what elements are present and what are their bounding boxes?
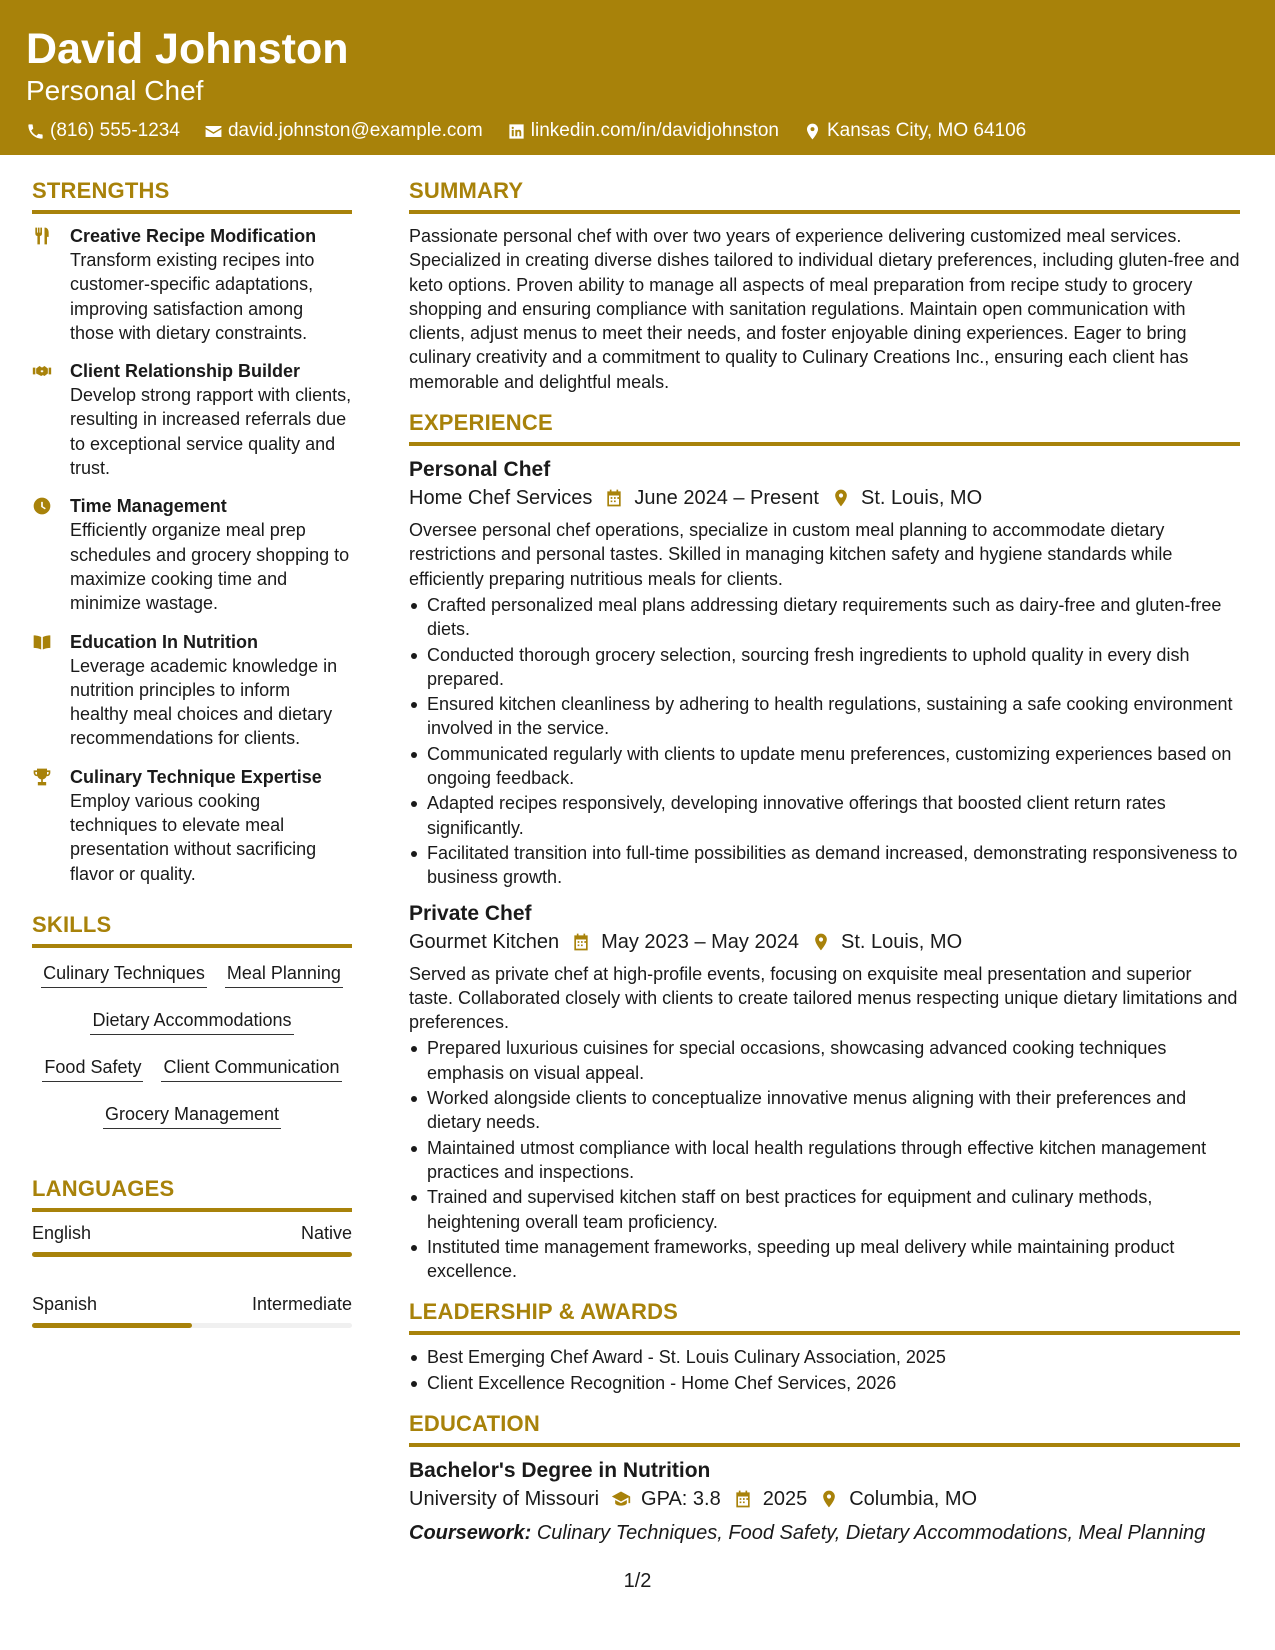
list-item: Communicated regularly with clients to update menu preferences, customizing experiences based on ongoing feedback. <box>409 742 1240 791</box>
list-item: Trained and supervised kitchen staff on best practices for equipment and culinary methods, heightening overall team proficiency. <box>409 1185 1240 1234</box>
strength-item <box>32 359 352 480</box>
handshake-icon <box>32 361 52 381</box>
gpa: GPA: 3.8 <box>641 1487 721 1510</box>
education-meta <box>409 1485 1240 1513</box>
job-description: Served as private chef at high-profile events, focusing on exquisite meal presentation and superior taste. Collaborated closely with clients to create tailored menus respecting unique dietary limitations and preferences. <box>409 963 1238 1033</box>
contact-phone[interactable] <box>26 120 180 142</box>
coursework-label: Coursework: <box>409 1521 532 1544</box>
strength-item <box>32 630 352 751</box>
map-pin-icon <box>831 488 851 508</box>
list-item: Prepared luxurious cuisines for special occasions, showcasing advanced cooking techniques emphasis on visual appeal. <box>409 1036 1240 1085</box>
strengths-heading: STRENGTHS <box>32 178 352 214</box>
strength-item <box>32 224 352 345</box>
skill-tag: Dietary Accommodations <box>90 1005 293 1035</box>
job-location: St. Louis, MO <box>861 487 983 510</box>
strength-desc: Efficiently organize meal prep schedules and grocery shopping to maximize cooking time and minimize wastage. <box>70 520 350 614</box>
strength-desc: Leverage academic knowledge in nutrition principles to inform healthy meal choices and dietary recommendations for clients. <box>70 655 338 749</box>
graduation-cap-icon <box>611 1489 631 1509</box>
proficiency-fill <box>32 1252 352 1257</box>
job-dates: June 2024 – Present <box>634 487 819 510</box>
education-entry <box>409 1457 1240 1547</box>
clock-icon <box>32 496 52 516</box>
strength-title: Client Relationship Builder <box>70 361 301 382</box>
job-title: Private Chef <box>409 901 532 925</box>
trophy-icon <box>32 767 52 787</box>
strength-item <box>32 765 352 886</box>
skill-tag: Grocery Management <box>103 1099 281 1129</box>
calendar-icon <box>604 488 624 508</box>
linkedin-icon <box>507 122 526 141</box>
language-proficiency-bar <box>32 1323 352 1328</box>
school: University of Missouri <box>409 1487 600 1510</box>
location-text: Kansas City, MO 64106 <box>826 120 1027 141</box>
map-pin-icon <box>803 122 822 141</box>
candidate-role: Personal Chef <box>26 75 204 106</box>
utensils-icon <box>32 226 52 246</box>
linkedin-text: linkedin.com/in/davidjohnston <box>530 120 779 141</box>
email-text: david.johnston@example.com <box>227 120 483 141</box>
job-meta <box>409 484 1240 512</box>
language-proficiency-bar <box>32 1252 352 1257</box>
book-icon <box>32 632 52 652</box>
summary-text: Passionate personal chef with over two years of experience delivering customized meal services. Specialized in creating diverse dishes tailored to individual dietary preferences, including gluten-free and keto options. Proven ability to manage all aspects of meal preparation from recipe study to grocery shopping and ensuring compliance with sanitation regulations. Maintain open communication with clients, adjust menus to meet their needs, and foster enjoyable dining experiences. Eager to bring culinary creativity and a commitment to quality to Culinary Creations Inc., ensuring each client has memorable and delightful meals. <box>409 226 1240 392</box>
map-pin-icon <box>819 1489 839 1509</box>
calendar-icon <box>571 932 591 952</box>
list-item: Client Excellence Recognition - Home Chef Services, 2026 <box>409 1371 1240 1395</box>
job-meta <box>409 928 1240 956</box>
resume-header <box>0 0 1275 155</box>
phone-text: (816) 555-1234 <box>50 120 180 141</box>
strength-item <box>32 494 352 615</box>
strength-title: Time Management <box>70 496 227 517</box>
skill-tag: Culinary Techniques <box>41 958 207 988</box>
skill-tag: Client Communication <box>161 1052 341 1082</box>
job-location: St. Louis, MO <box>840 930 963 953</box>
education-location: Columbia, MO <box>849 1487 978 1510</box>
language-level: Intermediate <box>251 1293 352 1314</box>
summary-heading: SUMMARY <box>409 178 1240 214</box>
contact-email[interactable] <box>204 120 483 142</box>
strength-title: Education In Nutrition <box>70 631 258 652</box>
strength-title: Culinary Technique Expertise <box>70 766 322 787</box>
strength-desc: Develop strong rapport with clients, resulting in increased referrals due to exceptional service quality and trust. <box>70 385 352 479</box>
list-item: Adapted recipes responsively, developing innovative offerings that boosted client return rates significantly. <box>409 791 1240 840</box>
language-level: Native <box>300 1222 352 1243</box>
job-bullets <box>409 1036 1240 1283</box>
job-entry <box>409 900 1240 1284</box>
awards-list <box>409 1345 1240 1395</box>
list-item: Crafted personalized meal plans addressing dietary requirements such as dairy-free and gluten-free diets. <box>409 593 1240 642</box>
skills-heading: SKILLS <box>32 912 352 948</box>
list-item: Instituted time management frameworks, speeding up meal delivery while maintaining product excellence. <box>409 1235 1240 1284</box>
job-bullets <box>409 593 1240 890</box>
coursework-list: Culinary Techniques, Food Safety, Dietary Accommodations, Meal Planning <box>536 1521 1206 1544</box>
strength-title: Creative Recipe Modification <box>70 226 317 246</box>
page-number: 1/2 <box>623 1570 652 1592</box>
list-item: Ensured kitchen cleanliness by adhering to health regulations, sustaining a safe cooking environment involved in the service. <box>409 692 1240 741</box>
job-company: Gourmet Kitchen <box>409 930 560 953</box>
contact-linkedin[interactable] <box>507 120 779 142</box>
strength-desc: Employ various cooking techniques to elevate meal presentation without sacrificing flavor or quality. <box>70 790 317 884</box>
list-item: Maintained utmost compliance with local health regulations through effective kitchen management practices and inspections. <box>409 1136 1240 1185</box>
list-item: Facilitated transition into full-time possibilities as demand increased, demonstrating responsiveness to business growth. <box>409 841 1240 890</box>
left-column <box>32 178 352 1364</box>
skill-tag: Food Safety <box>42 1052 143 1082</box>
job-company: Home Chef Services <box>409 487 593 510</box>
education-heading: EDUCATION <box>409 1411 1240 1447</box>
language-row <box>32 1222 352 1244</box>
proficiency-fill <box>32 1323 192 1328</box>
list-item: Best Emerging Chef Award - St. Louis Culinary Association, 2025 <box>409 1345 1240 1369</box>
contact-bar <box>26 120 1249 142</box>
calendar-icon <box>733 1489 753 1509</box>
contact-location <box>803 120 1026 142</box>
coursework <box>409 1519 1240 1547</box>
right-column <box>409 178 1240 1547</box>
language-name: Spanish <box>32 1293 98 1314</box>
job-description: Oversee personal chef operations, specialize in custom meal planning to accommodate dietary restrictions and personal tastes. Skilled in managing kitchen safety and hygiene standards while efficiently preparing nutritious meals for clients. <box>409 520 1173 589</box>
map-pin-icon <box>811 932 831 952</box>
list-item: Worked alongside clients to conceptualize innovative menus aligning with their preferences and dietary needs. <box>409 1086 1240 1135</box>
strength-desc: Transform existing recipes into customer-specific adaptations, improving satisfaction among those with dietary constraints. <box>70 250 315 343</box>
list-item: Conducted thorough grocery selection, sourcing fresh ingredients to uphold quality in every dish prepared. <box>409 643 1240 692</box>
languages-list <box>32 1222 352 1328</box>
envelope-icon <box>204 122 223 141</box>
skill-tag: Meal Planning <box>225 958 343 988</box>
job-dates: May 2023 – May 2024 <box>601 930 799 953</box>
job-title: Personal Chef <box>409 458 551 482</box>
candidate-name: David Johnston <box>26 25 349 73</box>
languages-heading: LANGUAGES <box>32 1176 352 1212</box>
degree: Bachelor's Degree in Nutrition <box>409 1458 711 1482</box>
awards-heading: LEADERSHIP & AWARDS <box>409 1299 1240 1335</box>
skills-list <box>32 958 352 1146</box>
job-entry <box>409 456 1240 889</box>
language-name: English <box>32 1222 92 1243</box>
graduation-year: 2025 <box>762 1487 808 1510</box>
language-row <box>32 1293 352 1315</box>
phone-icon <box>26 122 45 141</box>
experience-heading: EXPERIENCE <box>409 410 1240 446</box>
